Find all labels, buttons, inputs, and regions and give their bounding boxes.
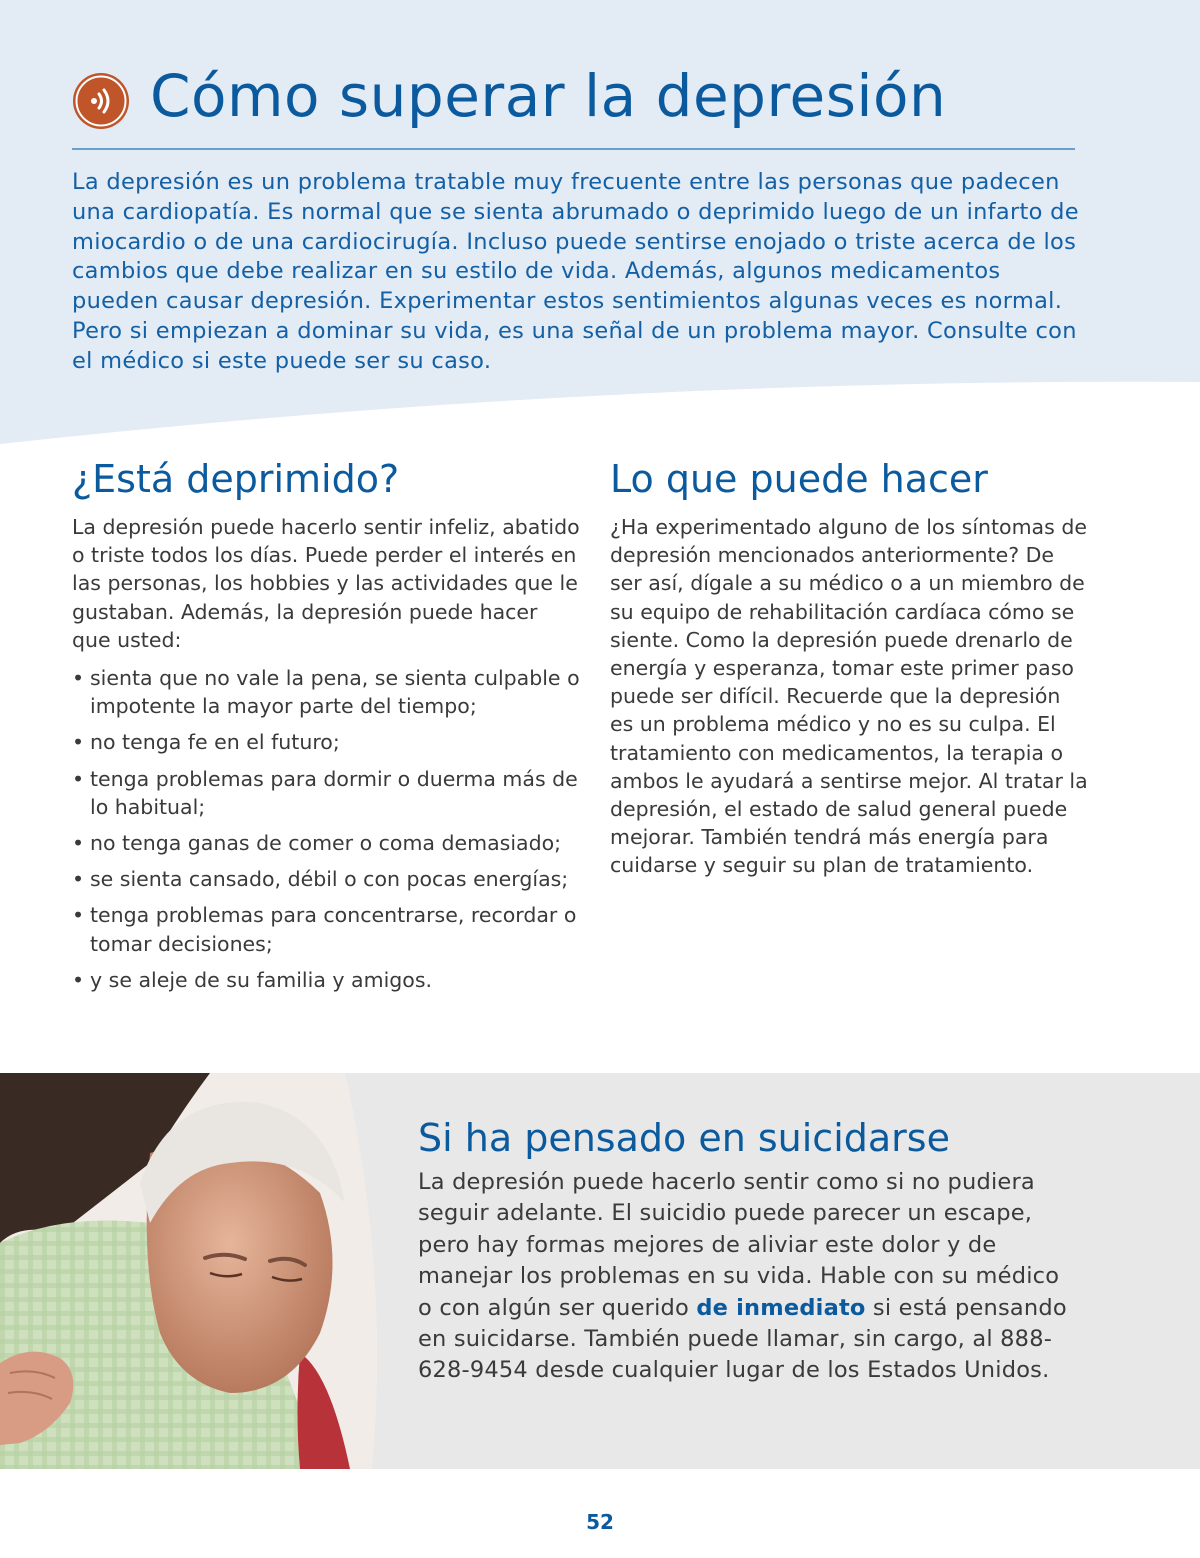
suicide-text-part1: La depresión puede hacerlo sentir como si no pudiera seguir adelante. El suicidio puede parecer un escape, pero hay formas mejores de aliviar este dolor y de manejar los problemas en su vida. Hable con su médico o con algún ser querido [418,1169,1060,1321]
actions-paragraph: ¿Ha experimentado alguno de los síntomas de depresión mencionados anteriormente? De ser así, dígale a su médico o a un miembro de su equipo de rehabilitación cardíaca cómo se siente. Como la depresión puede drenarlo de energía y esperanza, tomar este primer paso puede ser difícil. Recuerde que la depresión es un problema médico y no es su culpa. El tratamiento con medicamentos, la terapia o ambos le ayudará a sentirse mejor. Al tratar la depresión, el estado de salud general puede mejorar. También tendrá más energía para cuidarse y seguir su plan de tratamiento. [610,515,1088,878]
suicide-paragraph [418,1167,1078,1387]
list-item: • tenga problemas para dormir o duerma más de lo habitual; [72,765,582,821]
emphasis-immediately: de inmediato [696,1294,866,1321]
section-heading-suicide: Si ha pensado en suicidarse [418,1116,950,1160]
page-number: 52 [586,1510,614,1534]
list-item: • no tenga fe en el futuro; [72,728,582,756]
list-item: • y se aleje de su familia y amigos. [72,966,582,994]
symptoms-list [72,664,582,994]
title-divider [72,148,1075,150]
suicide-text-part2: si está pensando en suicidarse. También puede llamar, sin cargo, al 888-628-9454 desde cualquier lugar de los Estados Unidos. [418,1294,1067,1384]
what-you-can-do-section [610,453,1090,880]
list-item: • sienta que no vale la pena, se sienta culpable o impotente la mayor parte del tiempo; [72,664,582,720]
list-item: • se sienta cansado, débil o con pocas energías; [72,865,582,893]
list-item: • no tenga ganas de comer o coma demasiado; [72,829,582,857]
page-title: Cómo superar la depresión [150,62,947,130]
section-heading-symptoms: ¿Está deprimido? [72,457,400,501]
audio-speaker-icon[interactable] [72,72,130,130]
list-item: • tenga problemas para concentrarse, recordar o tomar decisiones; [72,901,582,957]
intro-paragraph: La depresión es un problema tratable muy frecuente entre las personas que padecen una cardiopatía. Es normal que se sienta abrumado o deprimido luego de un infarto de miocardio o de una cardiocirugía. Incluso puede sentirse enojado o triste acerca de los cambios que debe realizar en su estilo de vida. Además, algunos medicamentos pueden causar depresión. Experimentar estos sentimientos algunas veces es normal. Pero si empiezan a dominar su vida, es una señal de un problema mayor. Consulte con el médico si este puede ser su caso. [72,169,1079,374]
elderly-man-embrace-photo [0,1073,380,1469]
section-heading-actions: Lo que puede hacer [610,457,988,501]
symptoms-intro: La depresión puede hacerlo sentir infeliz, abatido o triste todos los días. Puede perder el interés en las personas, los hobbies y las actividades que le gustaban. Además, la depresión puede hacer que usted: [72,515,580,652]
suicide-section [418,1113,1078,1387]
depression-symptoms-section [72,453,582,1002]
